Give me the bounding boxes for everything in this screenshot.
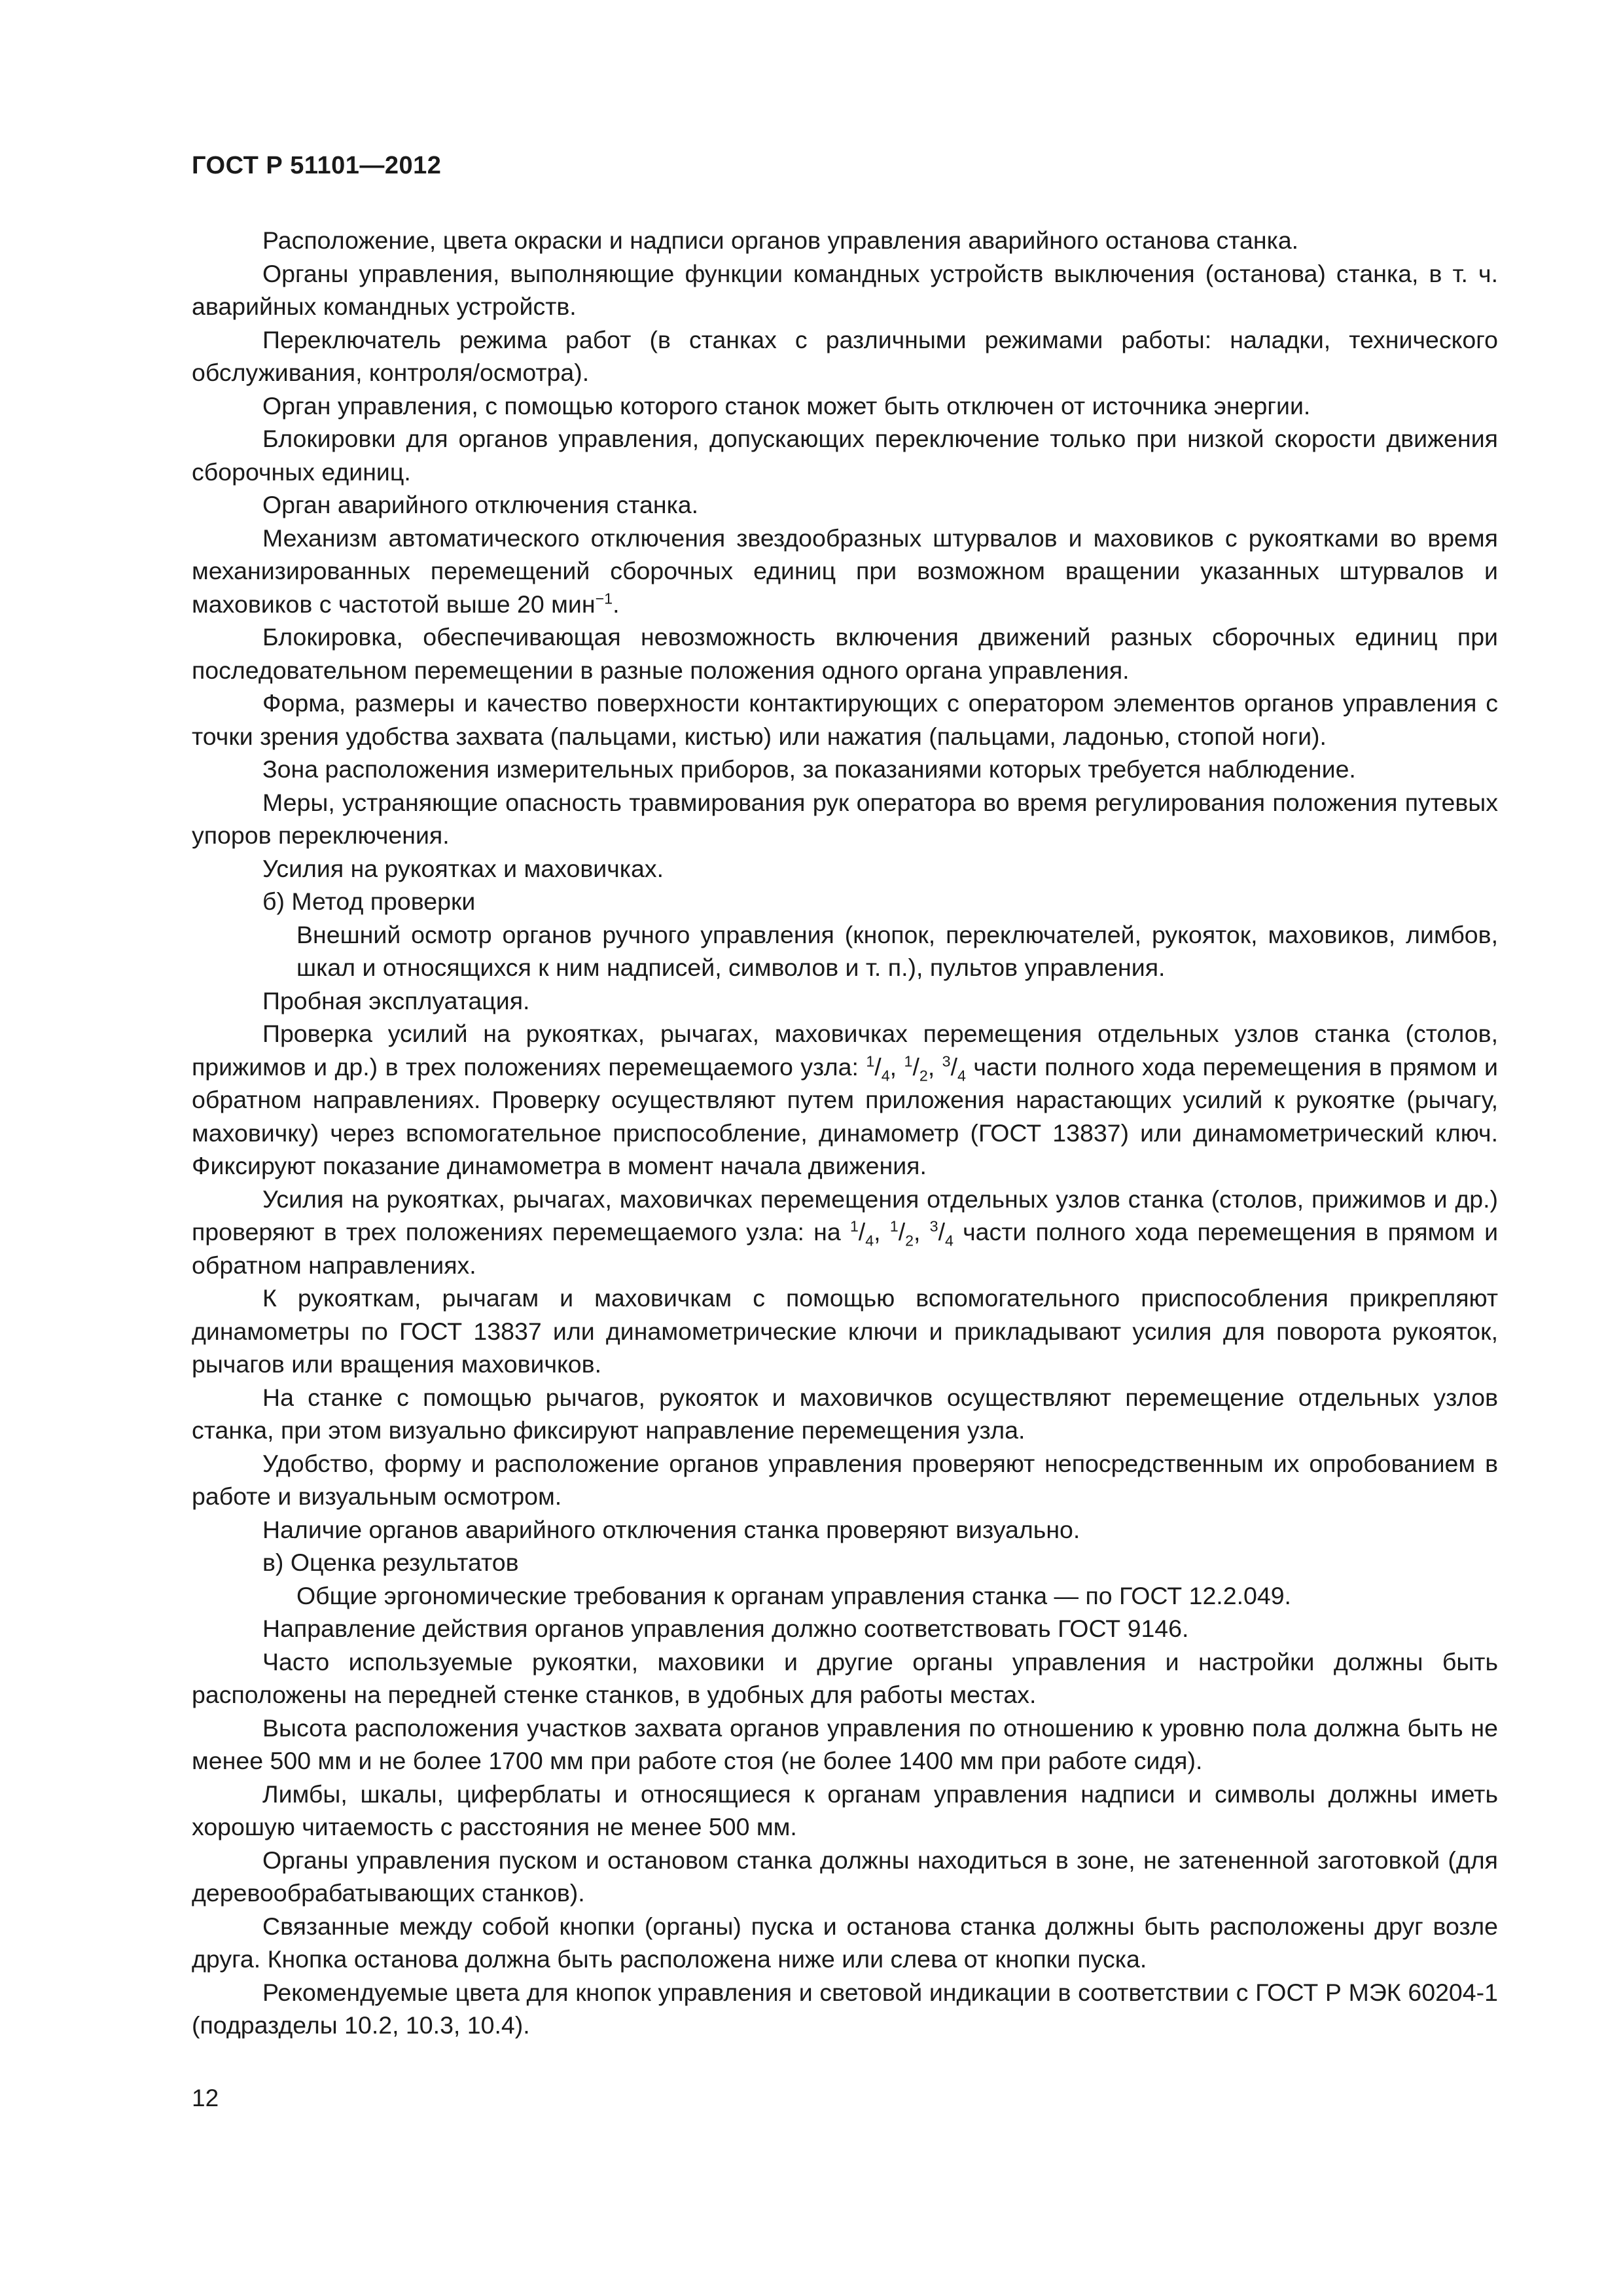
page-number: 12	[192, 2085, 219, 2111]
paragraph: Рекомендуемые цвета для кнопок управления и световой индикации в соответствии с ГОСТ Р МЭК 60204-1 (подразделы 10.2, 10.3, 10.4).	[192, 1978, 1498, 2039]
fraction-numerator: 1	[849, 1217, 859, 1235]
fraction-numerator: 3	[929, 1217, 938, 1235]
fraction-slash: /	[858, 1218, 866, 1246]
fraction-denominator: 2	[905, 1232, 914, 1249]
paragraph: Орган аварийного отключения станка.	[262, 491, 699, 518]
paragraph: Орган управления, с помощью которого станок может быть отключен от источника энергии.	[262, 391, 1311, 420]
superscript: −1	[595, 590, 613, 607]
paragraph: Удобство, форму и расположение органов управления проверяют непосредственным их опробованием в работе и визуальным осмотром.	[192, 1449, 1498, 1510]
fraction-separator: ,	[914, 1218, 930, 1246]
paragraph: Часто используемые рукоятки, маховики и другие органы управления и настройки должны быть расположены на передней стенке станков, в удобных для работы местах.	[192, 1647, 1498, 1708]
paragraph: Меры, устраняющие опасность травмирования рук оператора во время регулирования положения путевых упоров переключения.	[192, 788, 1498, 849]
paragraph: Переключатель режима работ (в станках с различными режимами работы: наладки, технического обслуживания, контроля/осмотра).	[192, 325, 1498, 386]
paragraph	[192, 522, 1498, 621]
paragraph: Направление действия органов управления должно соответствовать ГОСТ 9146.	[262, 1615, 1189, 1642]
paragraph: Связанные между собой кнопки (органы) пуска и останова станка должны быть расположены друг возле друга. Кнопка останова должна быть расположена ниже или слева от кнопки пуска.	[192, 1912, 1498, 1973]
fraction-denominator: 4	[865, 1232, 874, 1249]
fraction-separator: ,	[874, 1218, 890, 1246]
fraction-slash: /	[874, 1052, 882, 1081]
paragraph: На станке с помощью рычагов, рукояток и маховичков осуществляют перемещение отдельных узлов станка, при этом визуально фиксируют направление перемещения узла.	[192, 1383, 1498, 1444]
paragraph: Блокировка, обеспечивающая невозможность включения движений разных сборочных единиц при последовательном перемещении в разные положения одного органа управления.	[192, 623, 1498, 684]
fraction-numerator: 1	[889, 1217, 899, 1235]
paragraph: Наличие органов аварийного отключения станка проверяют визуально.	[262, 1515, 1080, 1543]
fraction-slash: /	[912, 1052, 919, 1081]
fraction-separator: ,	[889, 1052, 904, 1081]
fraction-slash: /	[950, 1052, 958, 1081]
paragraph: Высота расположения участков захвата органов управления по отношению к уровню пола должна быть не менее 500 мм и не более 1700 мм при работе стоя (не более 1400 мм при работе сидя).	[192, 1713, 1498, 1774]
paragraph: Лимбы, шкалы, циферблаты и относящиеся к органам управления надписи и символы должны иметь хорошую читаемость с расстояния не менее 500 мм.	[192, 1780, 1498, 1840]
section-heading: б) Метод проверки	[262, 888, 476, 915]
paragraph: Органы управления пуском и остановом станка должны находиться в зоне, не затененной заготовкой (для деревообрабатывающих станков).	[192, 1846, 1498, 1907]
paragraph: Форма, размеры и качество поверхности контактирующих с оператором элементов органов управления с точки зрения удобства захвата (пальцами, кистью) или нажатия (пальцами, ладонью, стопой ноги).	[192, 689, 1498, 750]
fraction-separator: ,	[927, 1052, 942, 1081]
period: .	[613, 590, 620, 618]
fraction-numerator: 1	[866, 1052, 875, 1069]
fraction-denominator: 4	[957, 1067, 966, 1084]
paragraph: Органы управления, выполняющие функции командных устройств выключения (останова) станка, в т. ч. аварийных командных устройств.	[192, 259, 1498, 320]
fraction-numerator: 3	[942, 1052, 951, 1069]
paragraph-text: Механизм автоматического отключения звездообразных штурвалов и маховиков с рукоятками во время механизированных перемещений сборочных единиц при возможном вращении указанных штурвалов и маховиков с частотой выше 20 мин	[192, 524, 1498, 618]
fraction-denominator: 4	[881, 1067, 890, 1084]
fraction-slash: /	[898, 1218, 906, 1246]
section-heading: в) Оценка результатов	[262, 1549, 519, 1576]
fraction-numerator: 1	[904, 1052, 913, 1069]
paragraph: Расположение, цвета окраски и надписи органов управления аварийного останова станка.	[262, 226, 1299, 254]
fraction-slash: /	[938, 1218, 945, 1246]
document-body	[192, 224, 1498, 2042]
paragraph-text: части полного хода перемещения в прямом и обратном направлениях. Проверку осуществляют путем приложения нарастающих усилий к рукоятке (рычагу, маховичку) через вспомогательное приспособление, динамометр (ГОСТ 13837) или динамометрический ключ. Фиксируют показание динамометра в момент начала движения.	[192, 1052, 1498, 1179]
paragraph-text: Проверка усилий на рукоятках, рычагах, маховичках перемещения отдельных узлов станка (столов, прижимов и др.) в трех положениях перемещаемого узла:	[192, 1020, 1498, 1081]
paragraph-text: Усилия на рукоятках, рычагах, маховичках перемещения отдельных узлов станка (столов, прижимов и др.) проверяют в трех положениях перемещаемого узла: на	[192, 1185, 1498, 1246]
paragraph: Зона расположения измерительных приборов, за показаниями которых требуется наблюдение.	[262, 755, 1356, 783]
paragraph-indented: Общие эргономические требования к органам управления станка — по ГОСТ 12.2.049.	[296, 1581, 1291, 1609]
paragraph-text: части полного хода перемещения в прямом и обратном направлениях.	[192, 1218, 1499, 1279]
paragraph: Пробная эксплуатация.	[262, 986, 530, 1014]
document-header: ГОСТ Р 51101—2012	[192, 152, 442, 179]
paragraph: Усилия на рукоятках и маховичках.	[262, 854, 664, 882]
paragraph: К рукояткам, рычагам и маховичкам с помощью вспомогательного приспособления прикрепляют динамометры по ГОСТ 13837 или динамометрические ключи и прикладывают усилия для поворота рукояток, рычагов или вращения маховичков.	[192, 1284, 1498, 1378]
paragraph-indented: Внешний осмотр органов ручного управления (кнопок, переключателей, рукояток, маховиков, лимбов, шкал и относящихся к ним надписей, символов и т. п.), пультов управления.	[296, 920, 1498, 981]
fraction-denominator: 4	[945, 1232, 954, 1249]
fraction-denominator: 2	[919, 1067, 928, 1084]
paragraph: Блокировки для органов управления, допускающих переключение только при низкой скорости движения сборочных единиц.	[192, 425, 1498, 486]
paragraph	[192, 1017, 1498, 1183]
paragraph	[192, 1183, 1498, 1282]
